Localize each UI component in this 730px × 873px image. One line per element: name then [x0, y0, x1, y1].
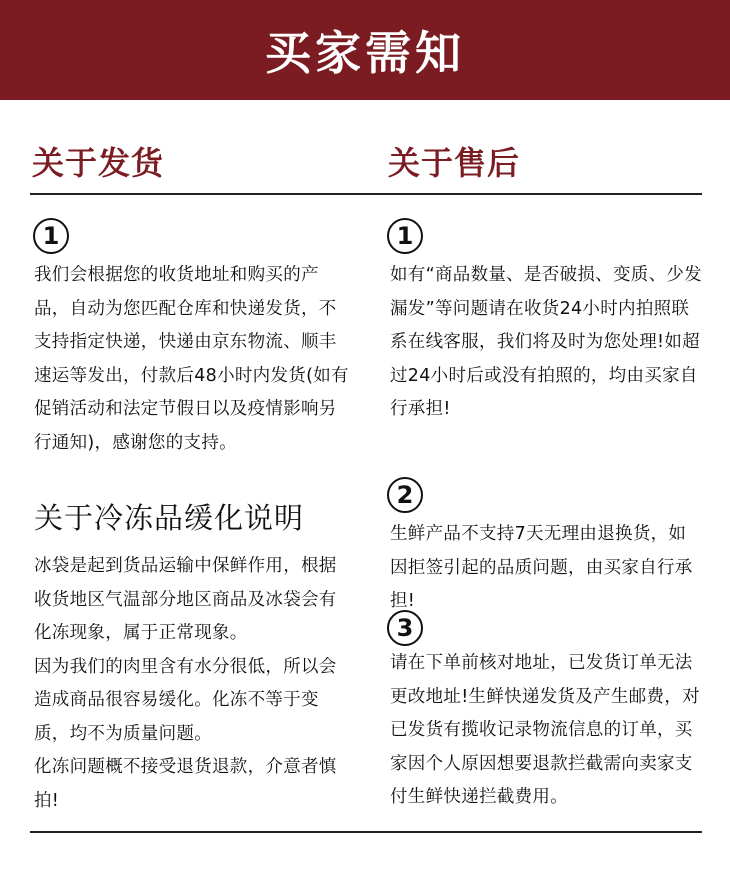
shipping-heading: 关于发货: [32, 144, 165, 182]
cold-paragraph-2: 因为我们的肉里含有水分很低，所以会造成商品很容易缓化。化冻不等于变质，均不为质量问题。: [34, 656, 337, 744]
aftersales-text-1: 如有“商品数量、是否破损、变质、少发漏发”等问题请在收货24小时内拍照联系在线客服，我们将及时为您处理!如超过24小时后或没有拍照的，均由买家自行承担!: [390, 265, 702, 419]
bottom-divider: [30, 831, 702, 833]
title-banner: [0, 0, 730, 100]
aftersales-text-2: 生鲜产品不支持7天无理由退换货，如因拒签引起的品质问题，由买家自行承担!: [390, 524, 693, 611]
aftersales-number-1: 1: [387, 218, 423, 254]
aftersales-number-2: 2: [387, 477, 423, 513]
aftersales-text-3: 请在下单前核对地址，已发货订单无法更改地址!生鲜快递发货及产生邮费，对已发货有揽收记录物流信息的订单，买家因个人原因想要退款拦截需向卖家支付生鲜快递拦截费用。: [390, 653, 700, 807]
shipping-number-1: 1: [33, 218, 69, 254]
cold-paragraph-1: 冰袋是起到货品运输中保鲜作用，根据收货地区气温部分地区商品及冰袋会有化冻现象，属于正常现象。: [34, 556, 337, 643]
cold-body: [34, 550, 350, 818]
shipping-text-1: 我们会根据您的收货地址和购买的产品，自动为您匹配仓库和快递发货，不支持指定快递，快递由京东物流、顺丰速运等发出，付款后48小时内发货(如有促销活动和法定节假日以及疫情影响另行通知)，感谢您的支持。: [34, 265, 349, 453]
cold-heading: 关于冷冻品缓化说明: [34, 501, 305, 535]
aftersales-number-3: 3: [387, 610, 423, 646]
aftersales-heading: 关于售后: [388, 144, 521, 182]
cold-paragraph-3: 化冻问题概不接受退货退款，介意者慎拍!: [34, 757, 337, 811]
banner-title: 买家需知: [265, 26, 465, 80]
heading-divider: [30, 193, 702, 195]
